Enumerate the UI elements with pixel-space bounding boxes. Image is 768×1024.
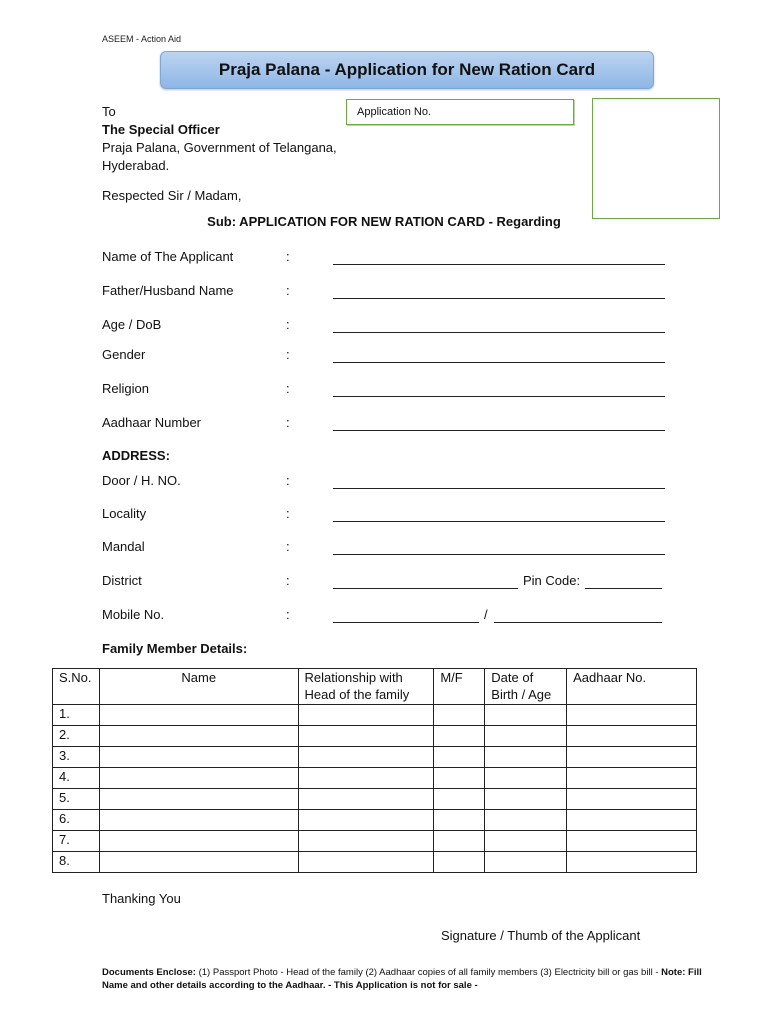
pin-code-label: Pin Code: bbox=[523, 573, 581, 588]
field-applicant-name bbox=[102, 249, 682, 269]
header-sno: S.No. bbox=[53, 669, 100, 705]
aadhaar-cell[interactable] bbox=[567, 852, 697, 873]
name-cell[interactable] bbox=[99, 789, 298, 810]
photo-box bbox=[592, 98, 720, 219]
name-cell[interactable] bbox=[99, 852, 298, 873]
gender-cell[interactable] bbox=[434, 810, 485, 831]
field-age-dob bbox=[102, 317, 682, 337]
header-name: Name bbox=[99, 669, 298, 705]
field-label: Name of The Applicant bbox=[102, 249, 234, 264]
field-father-husband-name bbox=[102, 283, 682, 303]
dob-cell[interactable] bbox=[485, 768, 567, 789]
father-husband-name-input[interactable] bbox=[333, 298, 665, 299]
name-cell[interactable] bbox=[99, 747, 298, 768]
signature-label: Signature / Thumb of the Applicant bbox=[441, 928, 641, 943]
table-row bbox=[53, 810, 697, 831]
table-row bbox=[53, 747, 697, 768]
table-row bbox=[53, 726, 697, 747]
header-aadhaar: Aadhaar No. bbox=[567, 669, 697, 705]
dob-cell[interactable] bbox=[485, 789, 567, 810]
address-line-1: Praja Palana, Government of Telangana, bbox=[102, 140, 337, 155]
aadhaar-cell[interactable] bbox=[567, 831, 697, 852]
dob-cell[interactable] bbox=[485, 810, 567, 831]
aadhaar-cell[interactable] bbox=[567, 747, 697, 768]
name-cell[interactable] bbox=[99, 810, 298, 831]
relationship-cell[interactable] bbox=[298, 726, 434, 747]
table-row bbox=[53, 768, 697, 789]
field-colon: : bbox=[286, 283, 290, 298]
field-colon: : bbox=[286, 317, 290, 332]
relationship-cell[interactable] bbox=[298, 768, 434, 789]
dob-cell[interactable] bbox=[485, 726, 567, 747]
header-dob-line1: Date of bbox=[491, 670, 534, 685]
name-cell[interactable] bbox=[99, 705, 298, 726]
dob-cell[interactable] bbox=[485, 831, 567, 852]
gender-cell[interactable] bbox=[434, 831, 485, 852]
field-colon: : bbox=[286, 607, 290, 622]
row-number: 5. bbox=[53, 789, 100, 810]
table-row bbox=[53, 852, 697, 873]
header-dob-line2: Birth / Age bbox=[491, 687, 552, 702]
field-label: Locality bbox=[102, 506, 147, 521]
gender-input[interactable] bbox=[333, 362, 665, 363]
officer-label: The Special Officer bbox=[102, 122, 220, 137]
documents-list: (1) Passport Photo - Head of the family (2) Aadhaar copies of all family members (3) Electricity bill or gas bill - bbox=[195, 967, 662, 978]
row-number: 4. bbox=[53, 768, 100, 789]
field-mobile-number bbox=[102, 607, 682, 627]
row-number: 2. bbox=[53, 726, 100, 747]
field-religion bbox=[102, 381, 682, 401]
header-relationship-line1: Relationship with bbox=[304, 670, 403, 685]
field-door-number bbox=[102, 473, 682, 493]
subject-line: Sub: APPLICATION FOR NEW RATION CARD - Regarding bbox=[207, 214, 561, 229]
field-label: District bbox=[102, 573, 142, 588]
table-row bbox=[53, 831, 697, 852]
field-label: Age / DoB bbox=[102, 317, 162, 332]
relationship-cell[interactable] bbox=[298, 831, 434, 852]
row-number: 7. bbox=[53, 831, 100, 852]
mobile-number-input-1[interactable] bbox=[333, 622, 479, 623]
mandal-input[interactable] bbox=[333, 554, 665, 555]
recipient-address bbox=[102, 103, 337, 175]
name-cell[interactable] bbox=[99, 768, 298, 789]
locality-input[interactable] bbox=[333, 521, 665, 522]
gender-cell[interactable] bbox=[434, 705, 485, 726]
field-colon: : bbox=[286, 249, 290, 264]
application-number-label: Application No. bbox=[357, 106, 431, 118]
mobile-number-input-2[interactable] bbox=[494, 622, 662, 623]
mobile-separator: / bbox=[484, 607, 488, 622]
age-dob-input[interactable] bbox=[333, 332, 665, 333]
header-dob bbox=[485, 669, 567, 705]
to-label: To bbox=[102, 104, 116, 119]
row-number: 8. bbox=[53, 852, 100, 873]
gender-cell[interactable] bbox=[434, 747, 485, 768]
family-details-heading: Family Member Details: bbox=[102, 641, 248, 656]
relationship-cell[interactable] bbox=[298, 705, 434, 726]
field-label: Father/Husband Name bbox=[102, 283, 234, 298]
row-number: 3. bbox=[53, 747, 100, 768]
field-mandal bbox=[102, 539, 682, 559]
form-title: Praja Palana - Application for New Ration Card bbox=[160, 51, 654, 89]
organization-label: ASEEM - Action Aid bbox=[102, 34, 182, 44]
religion-input[interactable] bbox=[333, 396, 665, 397]
family-members-table bbox=[52, 668, 697, 873]
dob-cell[interactable] bbox=[485, 705, 567, 726]
salutation: Respected Sir / Madam, bbox=[102, 188, 242, 203]
field-label: Gender bbox=[102, 347, 146, 362]
header-relationship bbox=[298, 669, 434, 705]
door-number-input[interactable] bbox=[333, 488, 665, 489]
aadhaar-cell[interactable] bbox=[567, 789, 697, 810]
field-locality bbox=[102, 506, 682, 526]
documents-note bbox=[102, 966, 702, 992]
table-row bbox=[53, 789, 697, 810]
gender-cell[interactable] bbox=[434, 852, 485, 873]
header-gender: M/F bbox=[434, 669, 485, 705]
application-number-box[interactable] bbox=[346, 99, 574, 125]
header-relationship-line2: Head of the family bbox=[304, 687, 410, 702]
relationship-cell[interactable] bbox=[298, 789, 434, 810]
field-label: Mandal bbox=[102, 539, 145, 554]
gender-cell[interactable] bbox=[434, 789, 485, 810]
gender-cell[interactable] bbox=[434, 726, 485, 747]
field-label: Door / H. NO. bbox=[102, 473, 181, 488]
aadhaar-note: Note: Fill Name and other details according to the Aadhaar. - This Application is not for sale - bbox=[102, 967, 702, 991]
aadhaar-cell[interactable] bbox=[567, 768, 697, 789]
field-label: Aadhaar Number bbox=[102, 415, 201, 430]
field-colon: : bbox=[286, 473, 290, 488]
applicant-name-input[interactable] bbox=[333, 264, 665, 265]
field-colon: : bbox=[286, 347, 290, 362]
field-aadhaar-number bbox=[102, 415, 682, 435]
aadhaar-cell[interactable] bbox=[567, 810, 697, 831]
name-cell[interactable] bbox=[99, 726, 298, 747]
row-number: 1. bbox=[53, 705, 100, 726]
gender-cell[interactable] bbox=[434, 768, 485, 789]
address-heading: ADDRESS: bbox=[102, 448, 170, 463]
field-gender bbox=[102, 347, 682, 367]
table-header-row bbox=[53, 669, 697, 705]
field-colon: : bbox=[286, 539, 290, 554]
relationship-cell[interactable] bbox=[298, 852, 434, 873]
dob-cell[interactable] bbox=[485, 852, 567, 873]
field-colon: : bbox=[286, 506, 290, 521]
field-district bbox=[102, 573, 682, 593]
relationship-cell[interactable] bbox=[298, 810, 434, 831]
address-line-2: Hyderabad. bbox=[102, 158, 170, 173]
pin-code-input[interactable] bbox=[585, 588, 662, 589]
closing-text: Thanking You bbox=[102, 891, 181, 906]
aadhaar-cell[interactable] bbox=[567, 726, 697, 747]
row-number: 6. bbox=[53, 810, 100, 831]
field-label: Religion bbox=[102, 381, 149, 396]
relationship-cell[interactable] bbox=[298, 747, 434, 768]
district-input[interactable] bbox=[333, 588, 518, 589]
aadhaar-number-input[interactable] bbox=[333, 430, 665, 431]
name-cell[interactable] bbox=[99, 831, 298, 852]
documents-label: Documents Enclose: bbox=[102, 967, 196, 978]
field-colon: : bbox=[286, 415, 290, 430]
field-colon: : bbox=[286, 381, 290, 396]
table-row bbox=[53, 705, 697, 726]
field-colon: : bbox=[286, 573, 290, 588]
field-label: Mobile No. bbox=[102, 607, 165, 622]
dob-cell[interactable] bbox=[485, 747, 567, 768]
aadhaar-cell[interactable] bbox=[567, 705, 697, 726]
